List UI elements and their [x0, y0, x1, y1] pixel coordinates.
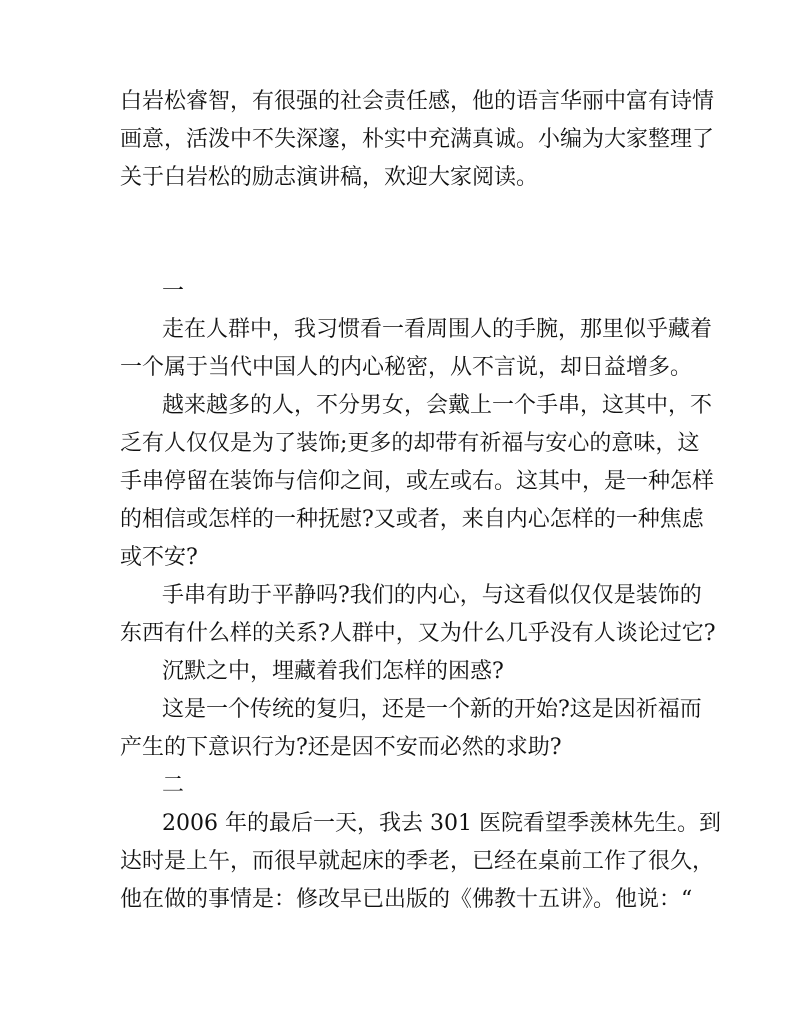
text-line: 越来越多的人，不分男女，会戴上一个手串，这其中，不	[162, 393, 713, 418]
text-line: 手串有助于平静吗?我们的内心，与这看似仅仅是装饰的	[162, 583, 702, 608]
text-line: 他在做的事情是：修改早已出版的《佛教十五讲》。他说：“	[120, 887, 693, 912]
text-line: 走在人群中，我习惯看一看周围人的手腕，那里似乎藏着	[162, 317, 713, 342]
paragraph	[120, 387, 715, 577]
text-line: 的相信或怎样的一种抚慰?又或者，来自内心怎样的一种焦虑	[120, 507, 704, 532]
text-line: 东西有什么样的关系?人群中，又为什么几乎没有人谈论过它?	[120, 621, 716, 646]
paragraph	[120, 805, 721, 919]
paragraph	[120, 311, 713, 387]
section-heading-one: 一	[162, 279, 185, 304]
text-line: 达时是上午，而很早就起床的季老，已经在桌前工作了很久，	[120, 849, 715, 874]
section-heading-two: 二	[162, 773, 185, 798]
text-line: 白岩松睿智，有很强的社会责任感，他的语言华丽中富有诗情	[120, 89, 715, 114]
text-line: 画意，活泼中不失深邃，朴实中充满真诚。小编为大家整理了	[120, 127, 715, 152]
text-line: 一个属于当代中国人的内心秘密，从不言说，却日益增多。	[120, 355, 693, 380]
document-body	[120, 83, 721, 919]
text-line: 沉默之中，埋藏着我们怎样的困惑?	[162, 659, 504, 684]
spacer	[120, 197, 686, 273]
paragraph	[120, 577, 716, 653]
text-line: 产生的下意识行为?还是因不安而必然的求助?	[120, 735, 562, 760]
intro-paragraph	[120, 83, 715, 197]
text-line: 这是一个传统的复归，还是一个新的开始?这是因祈福而	[162, 697, 702, 722]
text-line: 关于白岩松的励志演讲稿，欢迎大家阅读。	[120, 165, 539, 190]
paragraph	[120, 653, 686, 691]
text-line: 2006 年的最后一天，我去 301 医院看望季羡林先生。到	[162, 811, 721, 836]
paragraph	[120, 691, 702, 767]
text-line: 手串停留在装饰与信仰之间，或左或右。这其中，是一种怎样	[120, 469, 715, 494]
text-line: 或不安?	[120, 545, 198, 570]
text-line: 乏有人仅仅是为了装饰;更多的却带有祈福与安心的意味，这	[120, 431, 700, 456]
